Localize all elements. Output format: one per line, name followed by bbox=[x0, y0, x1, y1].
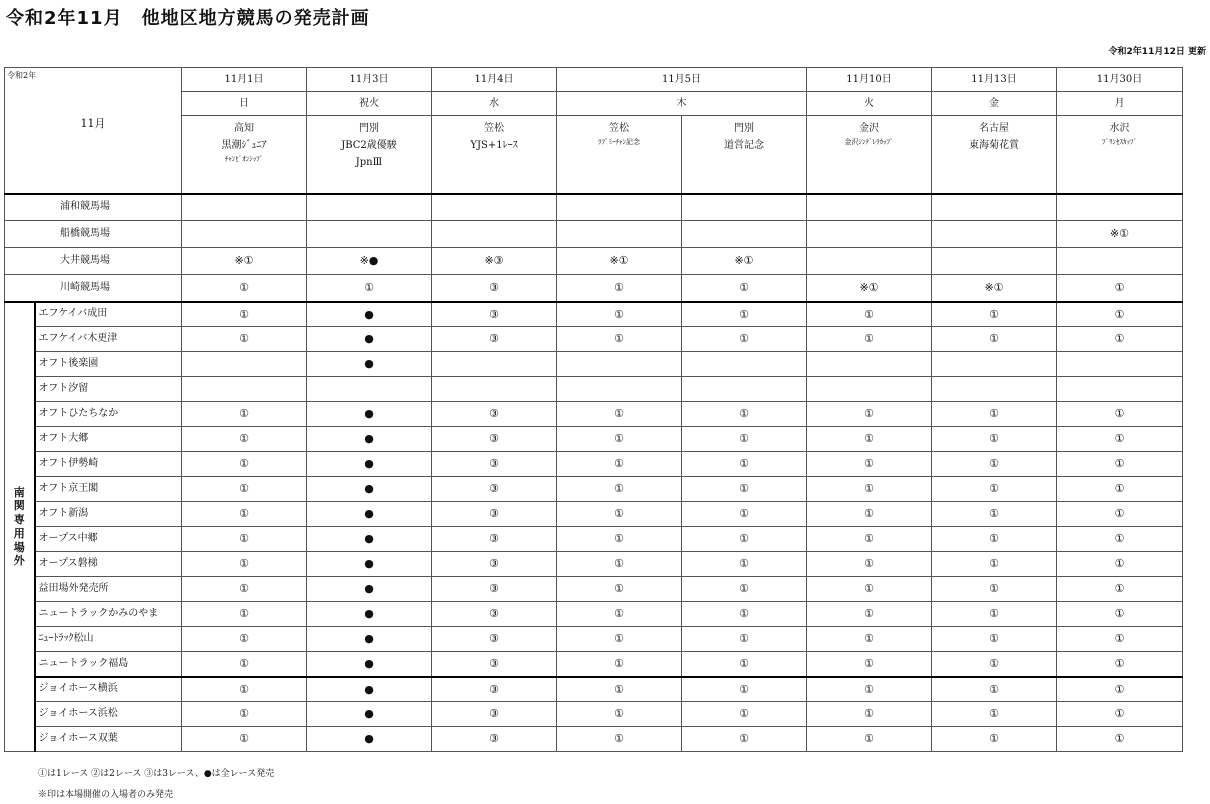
outlet-name: オフトひたちなか bbox=[35, 402, 182, 427]
race-name: 道営記念 bbox=[724, 140, 764, 151]
sale-cell: ① bbox=[682, 327, 807, 352]
race-venue: 金沢 bbox=[859, 123, 879, 134]
sale-cell bbox=[932, 221, 1057, 248]
sale-cell: ● bbox=[307, 452, 432, 477]
sale-cell: ① bbox=[807, 402, 932, 427]
weekday-header: 木 bbox=[557, 92, 807, 116]
sale-cell: ① bbox=[682, 652, 807, 677]
sale-cell bbox=[1057, 194, 1183, 221]
race-venue: 名古屋 bbox=[979, 123, 1009, 134]
outlet-name: エフケイバ成田 bbox=[35, 302, 182, 327]
sale-cell: ● bbox=[307, 327, 432, 352]
sale-cell: ① bbox=[557, 327, 682, 352]
sale-cell bbox=[1057, 377, 1183, 402]
sale-cell: ③ bbox=[432, 627, 557, 652]
sale-cell: ① bbox=[932, 502, 1057, 527]
race-venue: 水沢 bbox=[1109, 123, 1130, 134]
sale-cell: ● bbox=[307, 652, 432, 677]
race-name: YJS+1ﾚｰｽ bbox=[470, 140, 518, 151]
outlet-name: ジョイホース浜松 bbox=[35, 702, 182, 727]
sale-cell: ① bbox=[807, 327, 932, 352]
weekday-header: 水 bbox=[432, 92, 557, 116]
sale-cell: ● bbox=[307, 427, 432, 452]
sale-cell bbox=[557, 221, 682, 248]
sale-cell bbox=[557, 377, 682, 402]
sale-cell: ① bbox=[1057, 302, 1183, 327]
date-header: 11月3日 bbox=[307, 68, 432, 92]
sale-cell: ① bbox=[932, 552, 1057, 577]
sale-cell: ● bbox=[307, 552, 432, 577]
sale-cell: ③ bbox=[432, 602, 557, 627]
race-venue: 門別 bbox=[734, 123, 754, 134]
weekday-header: 祝火 bbox=[307, 92, 432, 116]
date-header: 11月5日 bbox=[557, 68, 807, 92]
race-cell bbox=[432, 116, 557, 194]
group-label-char: 場 bbox=[13, 540, 25, 554]
sale-cell: ① bbox=[932, 477, 1057, 502]
sale-cell: ① bbox=[182, 677, 307, 702]
sale-cell: ① bbox=[182, 627, 307, 652]
sale-cell: ① bbox=[182, 727, 307, 752]
sale-cell: ① bbox=[1057, 702, 1183, 727]
sale-cell bbox=[307, 377, 432, 402]
sale-cell: ① bbox=[182, 652, 307, 677]
sale-cell bbox=[932, 377, 1057, 402]
sale-cell bbox=[307, 221, 432, 248]
sale-cell bbox=[432, 194, 557, 221]
page-title: 令和2年11月 他地区地方競馬の発売計画 bbox=[6, 8, 370, 29]
sale-cell: ① bbox=[1057, 327, 1183, 352]
sale-cell: ① bbox=[807, 677, 932, 702]
group-label-char: 外 bbox=[13, 554, 25, 568]
outlet-name: ジョイホース双葉 bbox=[35, 727, 182, 752]
sale-cell: ● bbox=[307, 527, 432, 552]
sale-cell: ① bbox=[182, 577, 307, 602]
sale-cell: ① bbox=[807, 527, 932, 552]
sale-cell: ③ bbox=[432, 552, 557, 577]
race-cell bbox=[932, 116, 1057, 194]
sale-cell: ① bbox=[1057, 275, 1183, 302]
sale-cell: ① bbox=[682, 452, 807, 477]
sale-cell: ※③ bbox=[432, 248, 557, 275]
sale-cell: ① bbox=[682, 527, 807, 552]
outlet-name: オープス磐梯 bbox=[35, 552, 182, 577]
sale-cell: ● bbox=[307, 702, 432, 727]
sale-cell: ① bbox=[182, 477, 307, 502]
outlet-name: ジョイホース横浜 bbox=[35, 677, 182, 702]
sale-cell bbox=[932, 352, 1057, 377]
sale-cell: ① bbox=[182, 702, 307, 727]
sale-cell bbox=[807, 221, 932, 248]
sale-cell: ※① bbox=[182, 248, 307, 275]
asterisk-note: ※印は本場開催の入場者のみ発売 bbox=[38, 790, 174, 800]
sale-cell bbox=[932, 248, 1057, 275]
outlet-name: オフト京王閣 bbox=[35, 477, 182, 502]
sale-cell: ① bbox=[557, 727, 682, 752]
sale-cell: ① bbox=[682, 727, 807, 752]
sale-cell: ③ bbox=[432, 452, 557, 477]
sale-cell: ① bbox=[932, 527, 1057, 552]
sale-cell: ③ bbox=[432, 402, 557, 427]
sale-cell: ① bbox=[807, 502, 932, 527]
sale-cell bbox=[182, 377, 307, 402]
sale-cell: ① bbox=[807, 577, 932, 602]
sale-cell: ① bbox=[682, 275, 807, 302]
sale-cell: ① bbox=[557, 552, 682, 577]
sale-cell: ① bbox=[182, 552, 307, 577]
sale-cell: ① bbox=[807, 302, 932, 327]
outlet-name: オフト汐留 bbox=[35, 377, 182, 402]
venue-name: 浦和競馬場 bbox=[5, 194, 182, 221]
sale-cell: ① bbox=[807, 427, 932, 452]
sale-cell: ① bbox=[182, 402, 307, 427]
sale-cell: ① bbox=[557, 652, 682, 677]
sale-cell: ③ bbox=[432, 577, 557, 602]
sale-cell: ● bbox=[307, 477, 432, 502]
sale-cell: ① bbox=[932, 677, 1057, 702]
sale-cell bbox=[682, 352, 807, 377]
group-label bbox=[5, 302, 35, 752]
date-header: 11月10日 bbox=[807, 68, 932, 92]
sale-cell: ① bbox=[1057, 602, 1183, 627]
sale-cell bbox=[182, 352, 307, 377]
sale-cell: ① bbox=[807, 452, 932, 477]
sale-cell: ① bbox=[307, 275, 432, 302]
sale-cell: ① bbox=[182, 452, 307, 477]
sale-cell: ① bbox=[932, 727, 1057, 752]
sale-cell bbox=[807, 352, 932, 377]
legend-note: ①は1レース ②は2レース ③は3レース、●は全レース発売 bbox=[38, 769, 275, 779]
sale-cell: ① bbox=[682, 627, 807, 652]
sale-cell: ● bbox=[307, 352, 432, 377]
sale-cell: ① bbox=[1057, 727, 1183, 752]
sale-cell: ① bbox=[557, 677, 682, 702]
sale-cell: ① bbox=[932, 602, 1057, 627]
group-label-char: 専 bbox=[13, 513, 25, 526]
sale-cell: ① bbox=[682, 402, 807, 427]
sale-cell: ① bbox=[932, 652, 1057, 677]
sale-cell: ① bbox=[807, 552, 932, 577]
outlet-name: ﾆｭｰﾄﾗｯｸ松山 bbox=[35, 627, 182, 652]
sale-cell bbox=[307, 194, 432, 221]
sale-cell bbox=[682, 194, 807, 221]
sale-cell: ① bbox=[682, 302, 807, 327]
sale-cell: ※① bbox=[682, 248, 807, 275]
outlet-name: オフト後楽園 bbox=[35, 352, 182, 377]
sale-cell: ① bbox=[182, 275, 307, 302]
sale-cell bbox=[682, 221, 807, 248]
outlet-name: ニュートラック福島 bbox=[35, 652, 182, 677]
sale-cell: ① bbox=[1057, 677, 1183, 702]
sale-cell: ① bbox=[557, 427, 682, 452]
venue-name: 川崎競馬場 bbox=[5, 275, 182, 302]
sale-cell: ① bbox=[557, 275, 682, 302]
sale-cell: ① bbox=[682, 677, 807, 702]
outlet-name: オフト新潟 bbox=[35, 502, 182, 527]
weekday-header: 金 bbox=[932, 92, 1057, 116]
sale-cell: ① bbox=[557, 527, 682, 552]
updated-date: 令和2年11月12日 更新 bbox=[1108, 47, 1206, 57]
sale-cell: ① bbox=[807, 627, 932, 652]
sale-cell: ● bbox=[307, 727, 432, 752]
sale-cell: ③ bbox=[432, 427, 557, 452]
sale-cell: ① bbox=[807, 727, 932, 752]
sale-cell: ① bbox=[682, 602, 807, 627]
sale-cell: ① bbox=[557, 577, 682, 602]
sale-cell: ● bbox=[307, 577, 432, 602]
sale-cell: ① bbox=[182, 427, 307, 452]
sale-cell: ● bbox=[307, 602, 432, 627]
date-header: 11月1日 bbox=[182, 68, 307, 92]
sale-cell: ③ bbox=[432, 677, 557, 702]
weekday-header: 日 bbox=[182, 92, 307, 116]
sale-cell: ① bbox=[932, 627, 1057, 652]
sale-cell: ① bbox=[1057, 627, 1183, 652]
sale-cell bbox=[932, 194, 1057, 221]
sale-cell: ① bbox=[682, 552, 807, 577]
race-cell bbox=[1057, 116, 1183, 194]
sale-cell: ③ bbox=[432, 477, 557, 502]
sale-cell bbox=[182, 194, 307, 221]
venue-name: 大井競馬場 bbox=[5, 248, 182, 275]
sale-cell: ① bbox=[557, 452, 682, 477]
sale-cell: ① bbox=[682, 577, 807, 602]
sale-cell: ③ bbox=[432, 502, 557, 527]
sale-cell: ① bbox=[682, 702, 807, 727]
sale-cell: ※① bbox=[807, 275, 932, 302]
sale-cell: ① bbox=[182, 327, 307, 352]
sale-cell: ※① bbox=[1057, 221, 1183, 248]
weekday-header: 火 bbox=[807, 92, 932, 116]
sale-cell: ① bbox=[1057, 402, 1183, 427]
sale-cell: ① bbox=[182, 502, 307, 527]
sale-cell bbox=[1057, 352, 1183, 377]
sale-cell: ① bbox=[1057, 477, 1183, 502]
sale-cell: ① bbox=[557, 602, 682, 627]
date-header: 11月4日 bbox=[432, 68, 557, 92]
sale-cell: ① bbox=[1057, 427, 1183, 452]
sale-cell: ※● bbox=[307, 248, 432, 275]
race-name: ﾗﾌﾞﾐｰﾁｬﾝ記念 bbox=[598, 138, 640, 146]
header-corner bbox=[5, 68, 182, 194]
sale-cell: ① bbox=[932, 402, 1057, 427]
sale-cell: ③ bbox=[432, 652, 557, 677]
sale-cell: ① bbox=[557, 627, 682, 652]
outlet-name: オープス中郷 bbox=[35, 527, 182, 552]
venue-name: 船橋競馬場 bbox=[5, 221, 182, 248]
sale-cell: ① bbox=[932, 452, 1057, 477]
race-name: JBC2歳優駿 bbox=[341, 140, 397, 151]
sale-cell: ① bbox=[557, 502, 682, 527]
sale-cell: ① bbox=[932, 702, 1057, 727]
race-cell bbox=[182, 116, 307, 194]
sale-cell: ① bbox=[182, 602, 307, 627]
date-header: 11月30日 bbox=[1057, 68, 1183, 92]
sale-cell: ① bbox=[182, 302, 307, 327]
race-venue: 高知 bbox=[234, 123, 254, 134]
sale-cell bbox=[1057, 248, 1183, 275]
race-name: 金沢ｼﾝﾃﾞﾚﾗｶｯﾌﾟ bbox=[844, 138, 894, 146]
sale-cell: ※① bbox=[932, 275, 1057, 302]
sale-cell bbox=[807, 194, 932, 221]
sale-cell: ● bbox=[307, 302, 432, 327]
race-venue: 笠松 bbox=[484, 123, 504, 134]
race-name: 黒潮ｼﾞｭﾆｱ bbox=[221, 140, 267, 151]
sale-cell: ① bbox=[1057, 577, 1183, 602]
sale-cell: ● bbox=[307, 502, 432, 527]
outlet-name: オフト伊勢崎 bbox=[35, 452, 182, 477]
era-label: 令和2年 bbox=[7, 71, 37, 80]
sale-cell bbox=[557, 194, 682, 221]
sale-cell: ③ bbox=[432, 727, 557, 752]
race-grade: JpnⅢ bbox=[355, 157, 383, 168]
race-cell bbox=[807, 116, 932, 194]
sale-cell: ① bbox=[807, 702, 932, 727]
race-cell bbox=[557, 116, 682, 194]
sale-cell bbox=[807, 377, 932, 402]
sale-cell: ③ bbox=[432, 527, 557, 552]
sale-cell: ① bbox=[557, 477, 682, 502]
race-name-line2: ﾁｬﾝﾋﾟｵﾝｼｯﾌﾟ bbox=[224, 155, 264, 163]
sale-cell: ● bbox=[307, 677, 432, 702]
sale-cell: ① bbox=[1057, 452, 1183, 477]
race-cell bbox=[682, 116, 807, 194]
sale-cell bbox=[682, 377, 807, 402]
sale-cell bbox=[432, 221, 557, 248]
sale-cell: ● bbox=[307, 627, 432, 652]
sale-cell: ① bbox=[557, 702, 682, 727]
sale-cell: ① bbox=[807, 477, 932, 502]
sale-cell: ① bbox=[1057, 502, 1183, 527]
sale-cell: ● bbox=[307, 402, 432, 427]
race-venue: 笠松 bbox=[609, 123, 629, 134]
sale-cell: ① bbox=[1057, 552, 1183, 577]
sale-cell: ① bbox=[1057, 652, 1183, 677]
group-label-char: 関 bbox=[13, 499, 25, 513]
weekday-header: 月 bbox=[1057, 92, 1183, 116]
sale-cell: ③ bbox=[432, 327, 557, 352]
group-label-char: 用 bbox=[13, 526, 25, 540]
outlet-name: エフケイバ木更津 bbox=[35, 327, 182, 352]
sale-cell: ① bbox=[682, 502, 807, 527]
outlet-name: ニュートラックかみのやま bbox=[35, 602, 182, 627]
sale-cell: ① bbox=[557, 402, 682, 427]
sale-cell: ① bbox=[932, 577, 1057, 602]
sale-cell bbox=[807, 248, 932, 275]
race-cell bbox=[307, 116, 432, 194]
race-name: 東海菊花賞 bbox=[969, 140, 1019, 151]
sale-cell: ① bbox=[682, 477, 807, 502]
sale-cell: ① bbox=[932, 427, 1057, 452]
date-header: 11月13日 bbox=[932, 68, 1057, 92]
sale-cell: ① bbox=[682, 427, 807, 452]
sale-cell: ① bbox=[557, 302, 682, 327]
month-label: 11月 bbox=[80, 116, 106, 130]
sale-cell bbox=[182, 221, 307, 248]
sale-cell: ① bbox=[807, 602, 932, 627]
sale-cell: ① bbox=[182, 527, 307, 552]
sale-cell: ※① bbox=[557, 248, 682, 275]
sale-cell: ① bbox=[932, 302, 1057, 327]
race-venue: 門別 bbox=[359, 123, 379, 134]
sale-cell: ③ bbox=[432, 275, 557, 302]
sales-plan-table bbox=[4, 67, 1183, 752]
sale-cell: ① bbox=[807, 652, 932, 677]
sale-cell bbox=[432, 352, 557, 377]
race-name: ﾌﾟﾘﾝｾｽｶｯﾌﾟ bbox=[1102, 138, 1137, 146]
outlet-name: 益田場外発売所 bbox=[35, 577, 182, 602]
sale-cell: ① bbox=[1057, 527, 1183, 552]
sale-cell: ③ bbox=[432, 702, 557, 727]
sale-cell: ③ bbox=[432, 302, 557, 327]
group-label-char: 南 bbox=[13, 485, 25, 499]
outlet-name: オフト大郷 bbox=[35, 427, 182, 452]
sale-cell bbox=[432, 377, 557, 402]
sale-cell bbox=[557, 352, 682, 377]
sale-cell: ① bbox=[932, 327, 1057, 352]
